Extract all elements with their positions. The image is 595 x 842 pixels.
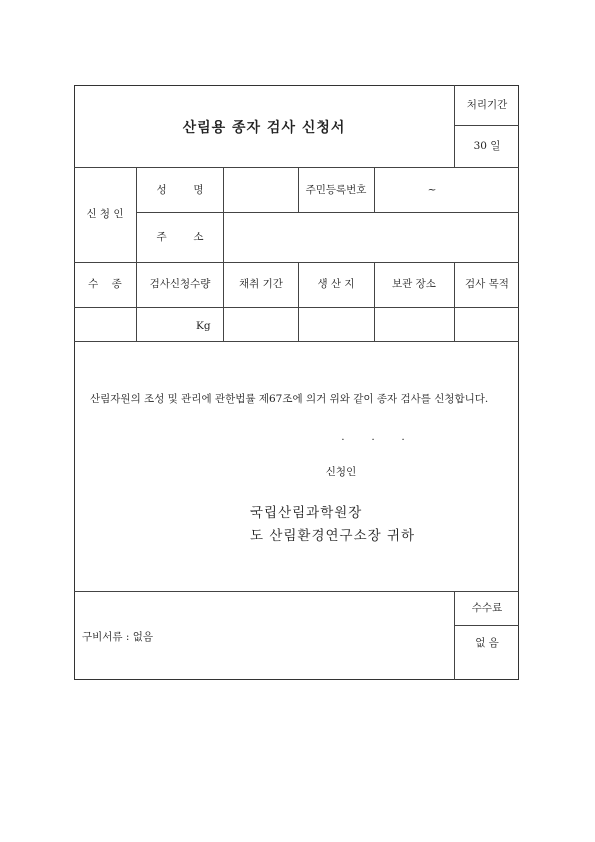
divider xyxy=(74,341,519,342)
statement-text: 산림자원의 조성 및 관리에 관한법률 제67조에 의거 위와 같이 종자 검사를 신청합니다. xyxy=(90,393,489,405)
divider xyxy=(454,85,455,167)
table-header-collection-period: 채취 기간 xyxy=(239,278,283,290)
required-documents: 구비서류 : 없음 xyxy=(82,631,154,643)
divider xyxy=(74,307,519,308)
date-line: . . . xyxy=(341,431,405,443)
divider xyxy=(454,591,455,680)
signature-label: 신청인 xyxy=(325,466,357,478)
divider xyxy=(298,262,299,341)
table-header-species: 수 종 xyxy=(88,278,122,290)
processing-period-value: 30 일 xyxy=(473,140,501,152)
divider xyxy=(454,125,519,126)
divider xyxy=(298,167,299,212)
resident-id-field[interactable]: ~ xyxy=(427,184,437,196)
divider xyxy=(74,167,519,168)
divider xyxy=(374,262,375,341)
resident-id-label: 주민등록번호 xyxy=(305,184,367,196)
address-label: 주 소 xyxy=(156,231,204,243)
divider xyxy=(136,167,137,341)
fee-label: 수수료 xyxy=(471,602,503,614)
recipient-line-2: 도 산림환경연구소장 귀하 xyxy=(250,528,416,544)
table-header-quantity: 검사신청수량 xyxy=(149,278,211,290)
quantity-unit: Kg xyxy=(196,320,211,332)
table-header-origin: 생 산 지 xyxy=(317,278,355,290)
fee-value: 없 음 xyxy=(475,637,499,649)
applicant-section-label: 신 청 인 xyxy=(86,208,124,220)
divider xyxy=(74,591,519,592)
form-title: 산림용 종자 검사 신청서 xyxy=(182,120,346,136)
divider xyxy=(136,212,519,213)
processing-period-label: 처리기간 xyxy=(466,99,508,111)
table-header-storage: 보관 장소 xyxy=(392,278,436,290)
name-label: 성 명 xyxy=(156,184,204,196)
table-header-purpose: 검사 목적 xyxy=(465,278,509,290)
divider xyxy=(374,167,375,212)
divider xyxy=(454,625,519,626)
divider xyxy=(223,167,224,341)
recipient-line-1: 국립산림과학원장 xyxy=(250,505,363,521)
divider xyxy=(454,262,455,341)
divider xyxy=(74,262,519,263)
